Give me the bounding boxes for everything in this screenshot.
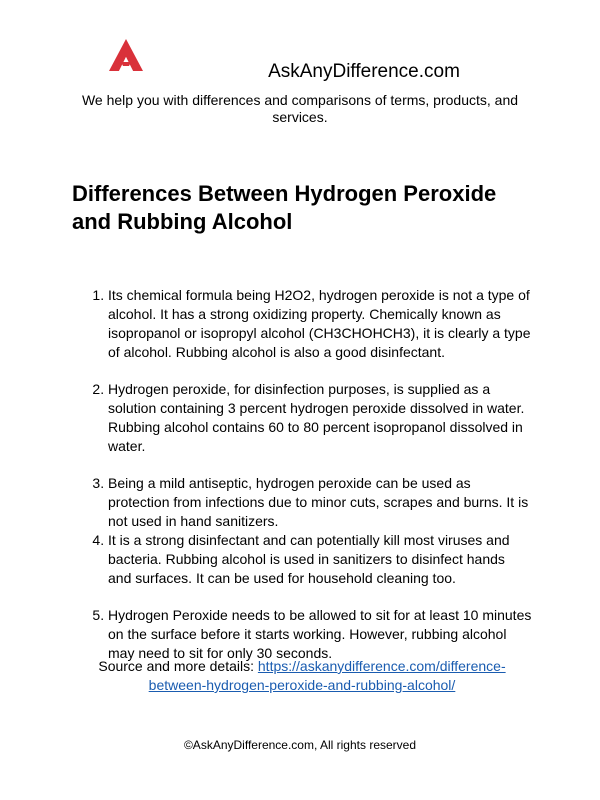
differences-list [72,286,532,681]
source-details [72,657,532,695]
list-item: 4. It is a strong disinfectant and can potentially kill most viruses and bacteria. Rubbing alcohol is used in sanitizers to disinfect hands and surfaces. It can be used for household cleaning too. [108,531,532,588]
page-title: Differences Between Hydrogen Peroxide and Rubbing Alcohol [72,181,497,234]
list-item: 1. Its chemical formula being H2O2, hydrogen peroxide is not a type of alcohol. It has a strong oxidizing property. Chemically known as isopropanol or isopropyl alcohol (CH3CHOHCH3), it is clearly a type of alcohol. Rubbing alcohol is also a good disinfectant. [108,286,532,362]
source-link[interactable]: https://askanydifference.com/difference-between-hydrogen-peroxide-and-rubbing-alcohol/ [148,658,506,693]
list-item: 2. Hydrogen peroxide, for disinfection purposes, is supplied as a solution containing 3 percent hydrogen peroxide dissolved in water. Rubbing alcohol contains 60 to 80 percent isopropanol dissolved in water. [108,380,532,456]
list-item: 5. Hydrogen Peroxide needs to be allowed to sit for at least 10 minutes on the surface before it starts working. However, rubbing alcohol may need to sit for only 30 seconds. [108,606,532,663]
list-item: 3. Being a mild antiseptic, hydrogen peroxide can be used as protection from infections due to minor cuts, scrapes and burns. It is not used in hand sanitizers. [108,474,532,531]
source-label: Source and more details: [98,658,258,674]
copyright-footer: ©AskAnyDifference.com, All rights reserved [183,738,417,752]
site-tagline: We help you with differences and comparisons of terms, products, and services. [81,92,519,125]
site-name: AskAnyDifference.com [268,61,460,82]
